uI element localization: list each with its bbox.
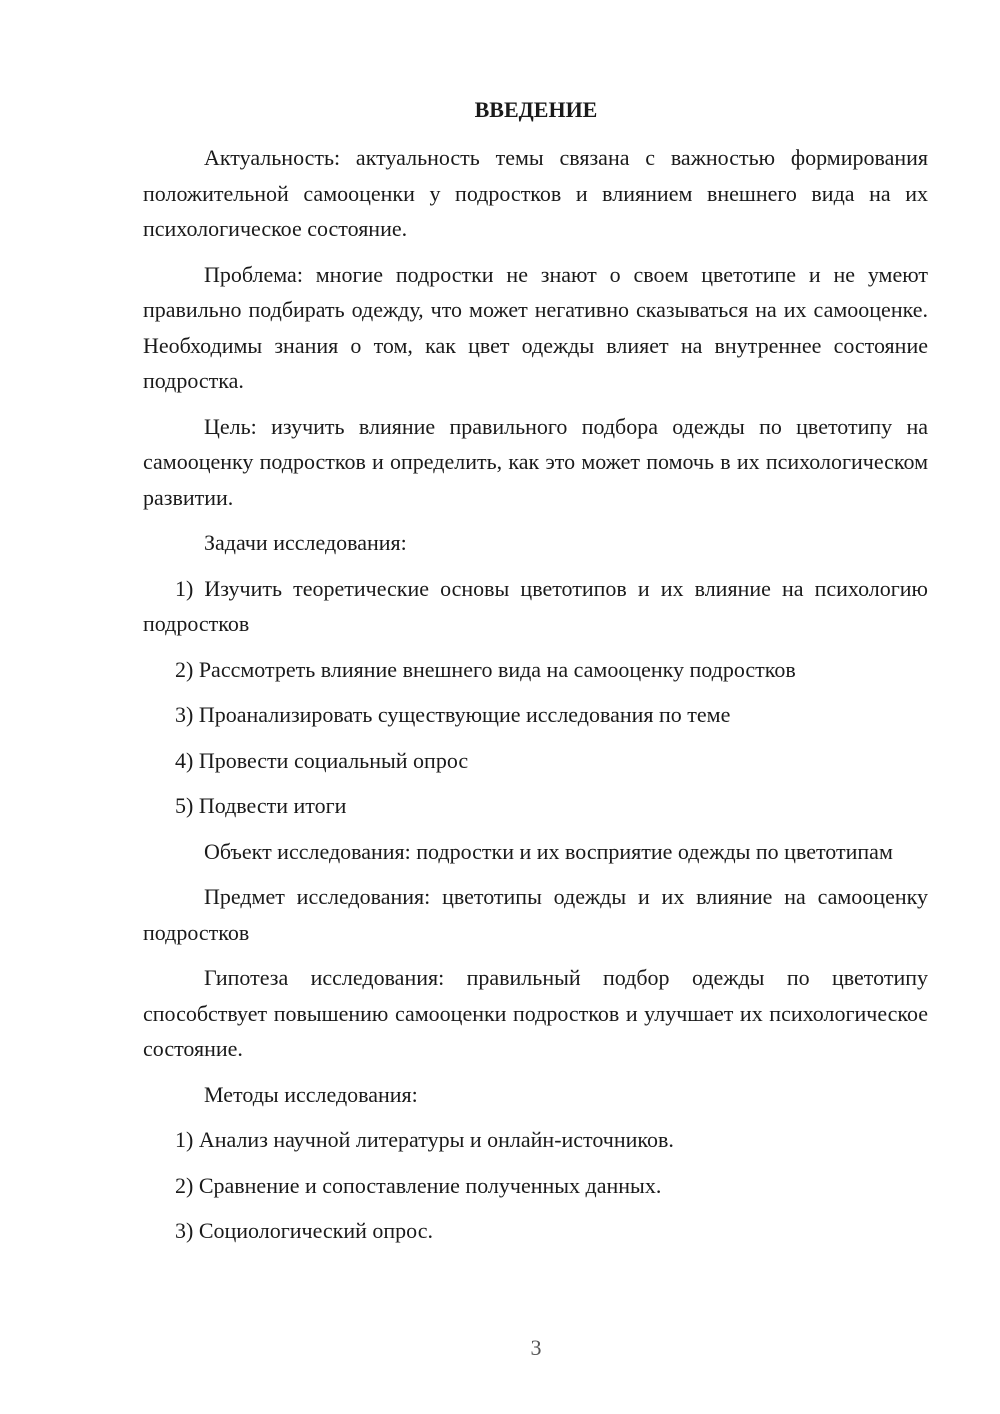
task-item: 3) Проанализировать существующие исследования по теме bbox=[175, 702, 731, 727]
page-number: 3 bbox=[530, 1335, 542, 1360]
methods-title: Методы исследования: bbox=[204, 1081, 418, 1107]
relevance-paragraph: Актуальность: актуальность темы связана с важностью формирования положительной самооценки у подростков и влиянием внешнего вида на их психологическое состояние. bbox=[143, 145, 928, 241]
task-item: 2) Рассмотреть влияние внешнего вида на самооценку подростков bbox=[175, 656, 796, 682]
tasks-title: Задачи исследования: bbox=[204, 530, 407, 555]
goal-paragraph: Цель: изучить влияние правильного подбора одежды по цветотипу на самооценку подростков и определить, как это может помочь в их психологическом развитии. bbox=[143, 413, 928, 510]
method-item: 3) Социологический опрос. bbox=[175, 1218, 433, 1243]
method-item: 2) Сравнение и сопоставление полученных данных. bbox=[175, 1172, 662, 1198]
task-item: 4) Провести социальный опрос bbox=[175, 747, 469, 773]
hypothesis-paragraph: Гипотеза исследования: правильный подбор одежды по цветотипу способствует повышению самооценки подростков и улучшает их психологическое состояние. bbox=[143, 965, 928, 1061]
document-body bbox=[143, 140, 928, 1259]
method-item: 1) Анализ научной литературы и онлайн-источников. bbox=[175, 1127, 674, 1152]
subject-paragraph: Предмет исследования: цветотипы одежды и их влияние на самооценку подростков bbox=[143, 884, 928, 945]
task-item: 5) Подвести итоги bbox=[175, 793, 347, 818]
task-item: 1) Изучить теоретические основы цветотипов и их влияние на психологию подростков bbox=[143, 575, 928, 636]
object-paragraph: Объект исследования: подростки и их восприятие одежды по цветотипам bbox=[204, 838, 893, 864]
section-heading: ВВЕДЕНИЕ bbox=[474, 97, 598, 122]
problem-paragraph: Проблема: многие подростки не знают о своем цветотипе и не умеют правильно подбирать одежду, что может негативно сказываться на их самооценке. Необходимы знания о том, как цвет одежды влияет на внутреннее состояние подростка. bbox=[143, 261, 928, 393]
